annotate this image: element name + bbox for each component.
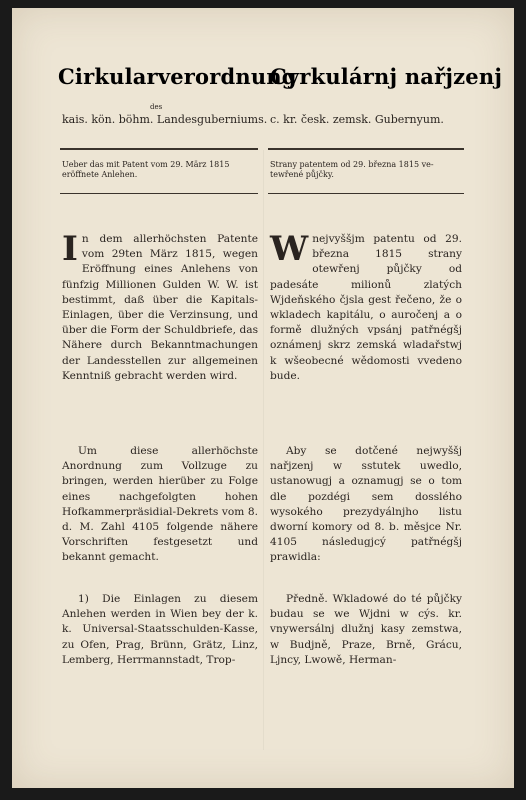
paragraph-2-czech: Aby se dotčené nejwyššj nařjzenj w sstutek uwedlo, ustanowugj a oznamugj se o tom dle pozdégi sem dosslého wysokého prezydyálnjho listu dworní komory od 8. b. měsjce Nr. 4105 následugjcý patřnégšj prawidla: <box>270 445 462 564</box>
authority-czech: c. kr. česk. zemsk. Gubernyum. <box>270 113 444 126</box>
subject-rule-left <box>60 193 258 194</box>
paragraph-1-czech <box>270 229 462 384</box>
subject-german: Ueber das mit Patent vom 29. März 1815 eröffnete Anlehen. <box>62 160 230 179</box>
dropcap-czech: W <box>270 229 309 269</box>
paragraph-2-german: Um diese allerhöchste Anordnung zum Vollzuge zu bringen, werden hierüber zu Folge eines nachgefolgten hohen Hofkammerpräsidial-Dekrets vom 8. d. M. Zahl 4105 folgende nähere Vorschriften festgesetzt und bekannt gemacht. <box>62 445 258 564</box>
header-rule-left <box>60 148 258 150</box>
authority-german: kais. kön. böhm. Landesguberniums. <box>62 113 268 126</box>
title-czech: Cyrkulárnj nařjzenj <box>270 64 503 89</box>
subject-czech: Strany patentem od 29. března 1815 ve-tewřené půjčky. <box>270 160 434 179</box>
title-german: Cirkularverordnung <box>58 64 297 89</box>
paragraph-3-czech: Předně. Wkladowé do té půjčky budau se we Wjdni w cýs. kr. vnywersálnj dlužnj kasy zemstwa, w Budjně, Praze, Brně, Grácu, Ljncy, Lwowě, Herman- <box>270 593 462 666</box>
article-des: des <box>150 103 163 111</box>
column-divider <box>263 150 264 750</box>
paragraph-1-german <box>62 229 258 384</box>
paragraph-1-german-text: n dem allerhöchsten Patente vom 29ten März 1815, wegen Eröffnung eines Anlehens von fünfzig Millionen Gulden W. W. ist bestimmt, daß über die Kapitals-Einlagen, über die Verzinsung, und über die Form der Schuldbriefe, das Nähere durch Bekanntmachungen der Landesstellen zur allgemeinen Kenntniß gebracht werden wird. <box>62 233 258 382</box>
paragraph-3-german: 1) Die Einlagen zu diesem Anlehen werden in Wien bey der k. k. Universal-Staatsschulden-Kasse, zu Ofen, Prag, Brünn, Grätz, Linz, Lemberg, Herrmannstadt, Trop- <box>62 593 258 666</box>
paragraph-1-czech-text: nejvyššjm patentu od 29. března 1815 strany otewřenj půjčky od padesáte milionů zlatých Wjdeňského čjsla gest řečeno, že o wkladech kapitálu, o auročenj a o formě dlužných vpsánj patřnégšj oznámenj skrz zemská wladařstwj k wšeobecné wědomosti vvedeno bude. <box>270 233 462 382</box>
header-rule-right <box>268 148 464 150</box>
subject-rule-right <box>268 193 464 194</box>
dropcap-german: I <box>62 229 78 269</box>
